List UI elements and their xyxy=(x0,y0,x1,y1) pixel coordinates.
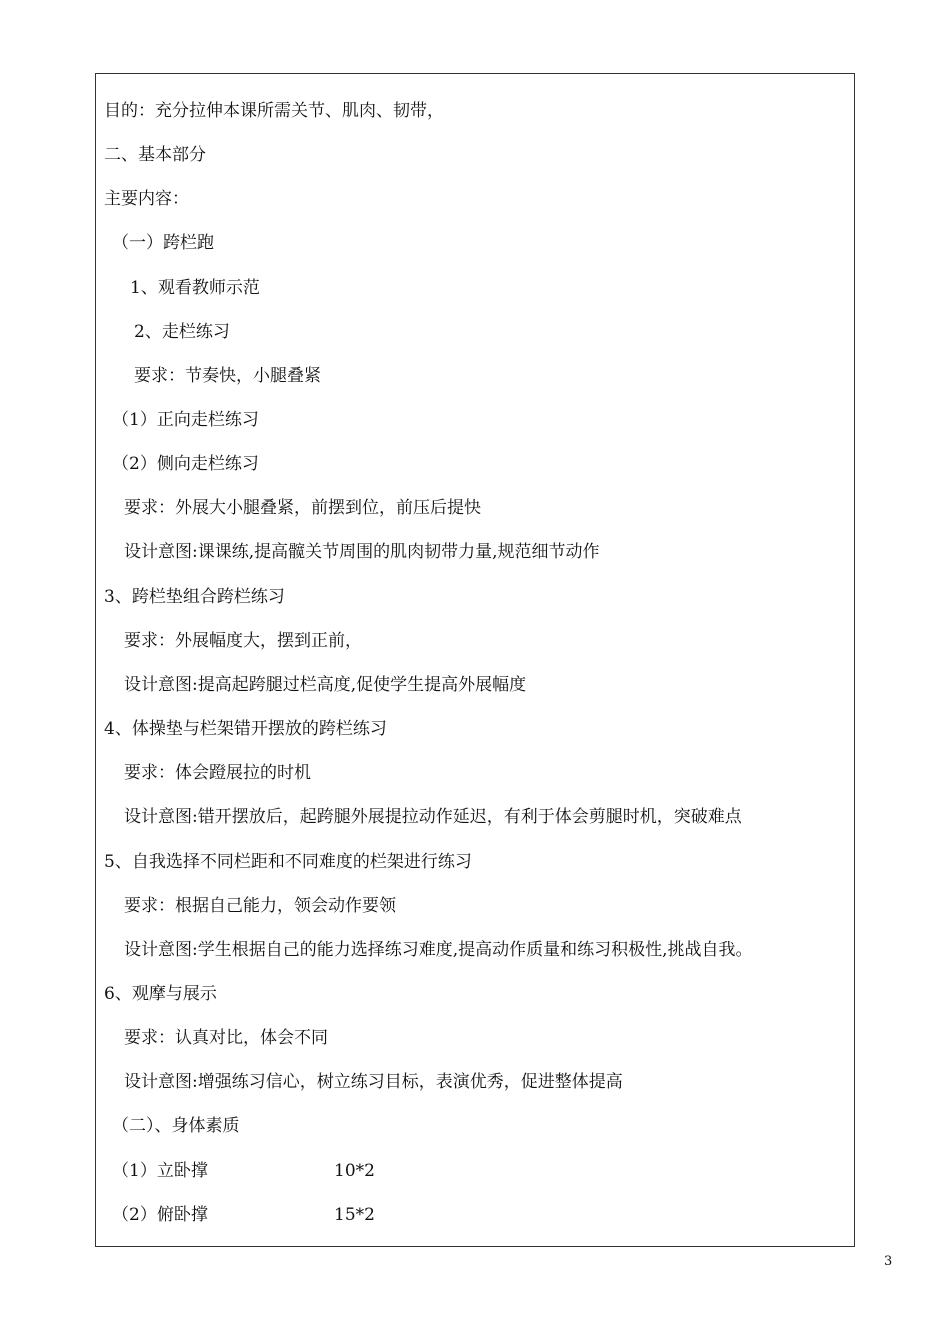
text-line: 2、走栏练习 xyxy=(134,322,230,342)
page-number: 3 xyxy=(884,1254,893,1269)
text-line: 目的：充分拉伸本课所需关节、肌肉、韧带， xyxy=(104,101,444,121)
text-line: 要求：节奏快，小腿叠紧 xyxy=(134,366,321,386)
text-line: 设计意图:学生根据自己的能力选择练习难度,提高动作质量和练习积极性,挑战自我。 xyxy=(124,940,753,960)
text-line: 设计意图:增强练习信心，树立练习目标，表演优秀，促进整体提高 xyxy=(124,1072,623,1092)
text-line: （2）侧向走栏练习 xyxy=(112,454,259,474)
text-line: 要求：认真对比，体会不同 xyxy=(124,1028,328,1048)
exercise-label: （2）俯卧撑 xyxy=(112,1205,208,1225)
text-line: 设计意图:提高起跨腿过栏高度,促使学生提高外展幅度 xyxy=(124,675,527,695)
text-line: 设计意图:错开摆放后，起跨腿外展提拉动作延迟，有利于体会剪腿时机，突破难点 xyxy=(124,807,742,827)
text-line: （1）正向走栏练习 xyxy=(112,410,259,430)
text-line: 4、体操垫与栏架错开摆放的跨栏练习 xyxy=(104,719,387,739)
exercise-value: 15*2 xyxy=(334,1205,375,1225)
exercise-value: 10*2 xyxy=(334,1161,375,1181)
text-line: 要求：外展大小腿叠紧，前摆到位，前压后提快 xyxy=(124,498,481,518)
text-line: 主要内容： xyxy=(104,189,189,209)
text-line: 要求：体会蹬展拉的时机 xyxy=(124,763,311,783)
text-line: 1、观看教师示范 xyxy=(130,278,260,298)
text-line: 3、跨栏垫组合跨栏练习 xyxy=(104,587,285,607)
text-line: 要求：外展幅度大，摆到正前， xyxy=(124,631,362,651)
exercise-label: （1）立卧撑 xyxy=(112,1161,208,1181)
text-line: 5、自我选择不同栏距和不同难度的栏架进行练习 xyxy=(104,852,472,872)
section-heading: 二、基本部分 xyxy=(104,145,206,165)
text-line: 设计意图:课课练,提高髋关节周围的肌肉韧带力量,规范细节动作 xyxy=(124,542,600,562)
subsection-heading: （一）跨栏跑 xyxy=(112,233,214,253)
text-line: 要求：根据自己能力，领会动作要领 xyxy=(124,896,396,916)
text-line: 6、观摩与展示 xyxy=(104,984,217,1004)
subsection-heading: （二）、身体素质 xyxy=(112,1116,240,1136)
